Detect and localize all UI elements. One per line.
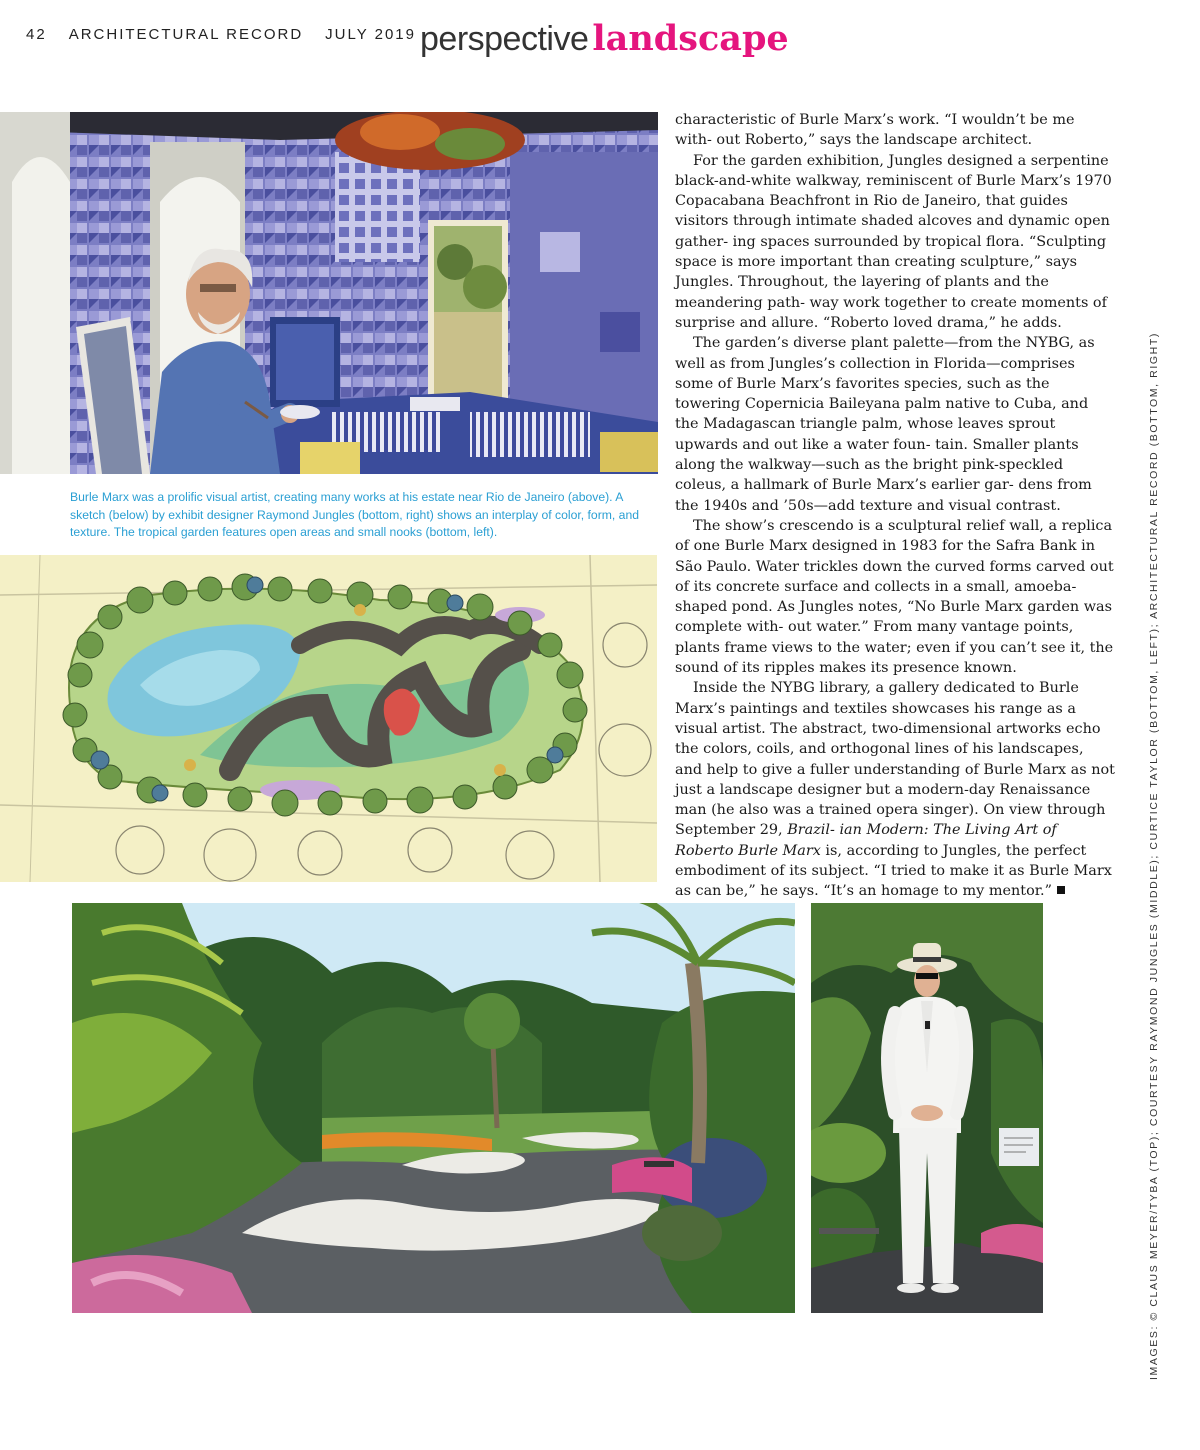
end-mark	[1057, 886, 1065, 894]
photo-artist-studio	[0, 112, 658, 474]
paragraph: The garden’s diverse plant palette—from the NYBG, as well as from Jungles’s collection in Florida—comprises some of Burle Marx’s favorites species, such as the towering Copernicia Baileyana palm native to Cuba, and the Madagascan triangle palm, whose leaves sprout upwards and out like a water foun- tain. Smaller plants along the walkway—such as the bright pink-speckled coleus, a hallmark of Burle Marx’s earlier gar- dens from the 1940s and ’50s—add texture and visual contrast.	[675, 335, 1095, 514]
image-credits: IMAGES: © CLAUS MEYER/TYBA (TOP); COURTESY RAYMOND JUNGLES (MIDDLE); CURTICE TAYLOR (BOTTOM, LEFT); ARCHITECTURAL RECORD (BOTTOM, RIGHT)	[1148, 332, 1160, 1380]
issue-date: JULY 2019	[325, 26, 416, 43]
page-folio	[26, 26, 416, 43]
garden-sketch-plan	[0, 555, 657, 882]
photo-raymond-jungles	[811, 903, 1043, 1313]
exhibition-title: Brazil- ian Modern: The Living Art of Roberto Burle Marx	[675, 822, 1057, 859]
page-number: 42	[26, 26, 47, 43]
section-title	[420, 18, 789, 59]
paragraph	[675, 678, 1115, 901]
section-title-light: perspective	[420, 20, 589, 58]
section-title-bold: landscape	[592, 18, 789, 59]
magazine-name: ARCHITECTURAL RECORD	[68, 26, 304, 43]
article-body	[675, 110, 1115, 902]
paragraph: characteristic of Burle Marx’s work. “I wouldn’t be me with- out Roberto,” says the landscape architect.	[675, 112, 1075, 149]
photo-tropical-garden	[72, 903, 795, 1313]
paragraph-text: is, according to Jungles, the perfect embodiment of its subject. “I tried to make it as Burle Marx as can be,” he says. “It’s an homage to my mentor.”	[675, 842, 1112, 900]
paragraph: The show’s crescendo is a sculptural relief wall, a replica of one Burle Marx designed in 1983 for the Safra Bank in São Paulo. Water trickles down the curved forms carved out of its concrete surface and collects in a small, amoeba-shaped pond. As Jungles notes, “No Burle Marx garden was complete with- out water.” From many vantage points, plants frame views to the water; even if you can’t see it, the sound of its ripples makes its presence known.	[675, 517, 1114, 677]
photo-caption: Burle Marx was a prolific visual artist, creating many works at his estate near Rio de Janeiro (above). A sketch (below) by exhibit designer Raymond Jungles (bottom, right) shows an interplay of color, form, and texture. The tropical garden features open areas and small nooks (bottom, left).	[70, 490, 640, 539]
paragraph-text: Inside the NYBG library, a gallery dedicated to Burle Marx’s paintings and textiles showcases his range as a visual artist. The abstract, two-dimensional artworks echo the colors, coils, and orthogonal lines of his landscapes, and help to give a fuller understanding of Burle Marx as not just a landscape designer but a modern-day Renaissance man (he also was a trained opera singer). On view through September 29,	[675, 680, 1115, 839]
paragraph: For the garden exhibition, Jungles designed a serpentine black-and-white walkway, reminiscent of Burle Marx’s 1970 Copacabana Beachfront in Rio de Janeiro, that guides visitors through intimate shaded alcoves and dynamic open gather- ing spaces surrounded by tropical flora. “Sculpting space is more important than creating sculpture,” says Jungles. Throughout, the layering of plants and the meandering path- way work together to create moments of surprise and allure. “Roberto loved drama,” he adds.	[675, 152, 1112, 331]
